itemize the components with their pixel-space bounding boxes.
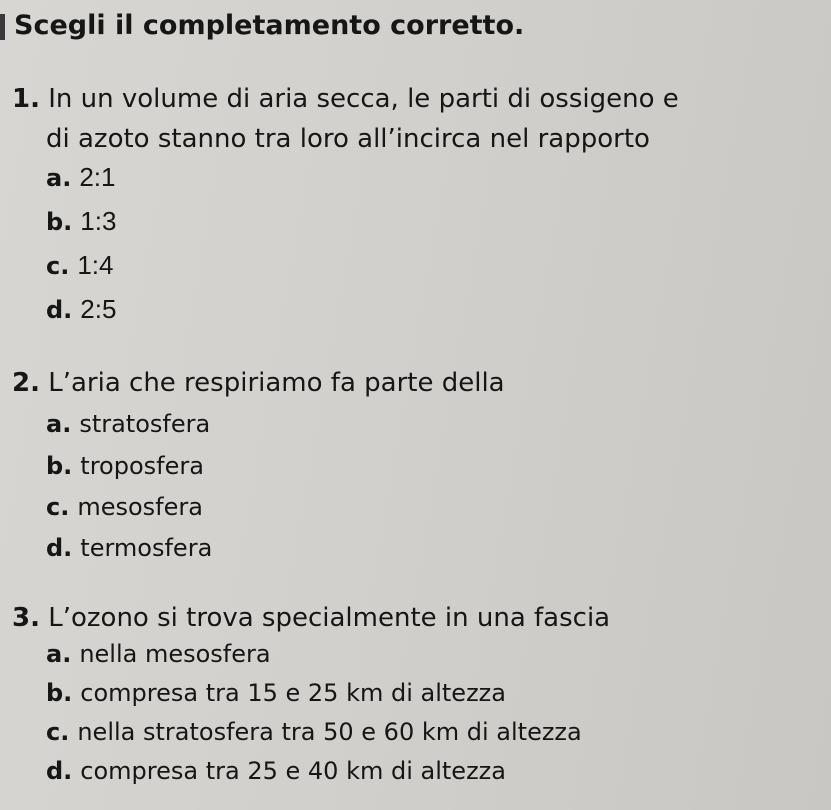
option-letter: b.	[46, 452, 73, 480]
option-letter: c.	[46, 493, 70, 521]
option-letter: d.	[46, 757, 73, 785]
option-text: termosfera	[80, 534, 213, 562]
option-text: stratosfera	[79, 410, 211, 438]
option-letter: c.	[46, 252, 70, 280]
question-text: L’ozono si trova specialmente in una fascia	[48, 603, 611, 633]
question-1-option-c[interactable]	[46, 250, 114, 281]
option-text: nella stratosfera tra 50 e 60 km di altezza	[77, 718, 582, 746]
question-2-option-a[interactable]	[46, 410, 210, 438]
question-2	[12, 363, 505, 403]
option-text: compresa tra 25 e 40 km di altezza	[80, 757, 506, 785]
option-letter: b.	[46, 208, 73, 236]
option-letter: d.	[46, 296, 73, 324]
question-text: In un volume di aria secca, le parti di ossigeno e	[48, 84, 679, 114]
question-text-continued: di azoto stanno tra loro all’incirca nel rapporto	[46, 124, 650, 154]
question-2-option-b[interactable]	[46, 452, 204, 480]
question-3-option-d[interactable]	[46, 757, 506, 785]
option-text: 1:4	[77, 250, 114, 280]
option-letter: b.	[46, 679, 73, 707]
option-letter: c.	[46, 718, 70, 746]
option-letter: a.	[46, 410, 72, 438]
exercise-instruction: Scegli il completamento corretto.	[14, 10, 525, 41]
question-3-option-c[interactable]	[46, 718, 582, 746]
option-text: mesosfera	[77, 493, 203, 521]
question-3	[12, 598, 610, 638]
option-letter: a.	[46, 640, 72, 668]
option-text: 1:3	[80, 206, 117, 236]
question-2-option-c[interactable]	[46, 493, 203, 521]
option-text: troposfera	[80, 452, 204, 480]
question-2-option-d[interactable]	[46, 534, 212, 562]
option-text: 2:5	[80, 294, 117, 324]
page-edge-marker	[0, 14, 5, 40]
question-3-option-b[interactable]	[46, 679, 506, 707]
option-letter: a.	[46, 164, 72, 192]
question-number: 1.	[12, 84, 40, 114]
question-number: 2.	[12, 368, 40, 398]
question-3-option-a[interactable]	[46, 640, 271, 668]
question-1-option-d[interactable]	[46, 294, 116, 325]
question-text: L’aria che respiriamo fa parte della	[48, 368, 505, 398]
question-1-option-a[interactable]	[46, 162, 115, 193]
question-number: 3.	[12, 603, 40, 633]
question-1	[12, 79, 679, 159]
option-text: nella mesosfera	[79, 640, 271, 668]
question-1-option-b[interactable]	[46, 206, 116, 237]
option-text: 2:1	[79, 162, 116, 192]
option-letter: d.	[46, 534, 73, 562]
option-text: compresa tra 15 e 25 km di altezza	[80, 679, 506, 707]
